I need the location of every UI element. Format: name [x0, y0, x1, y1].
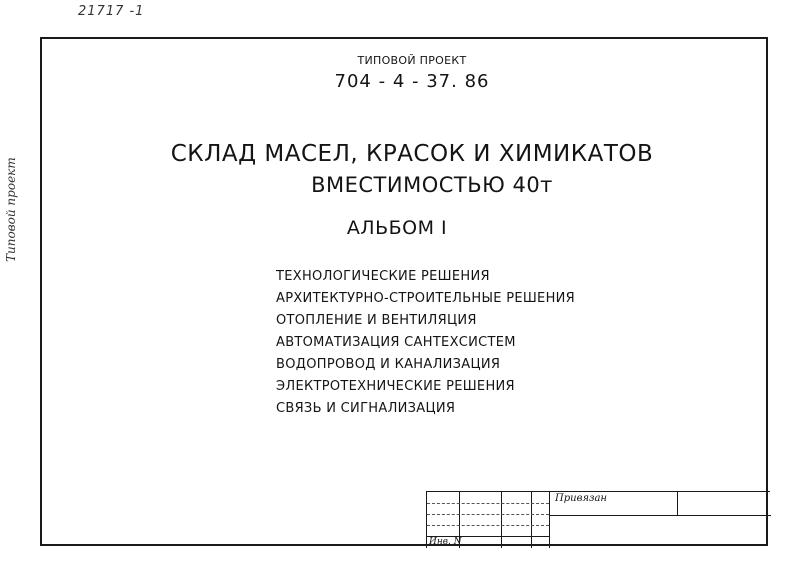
side-note-typical-project: Типовой проект: [4, 157, 18, 262]
stamp-divider: [549, 492, 550, 548]
stamp-divider: [501, 492, 502, 548]
project-type-label: ТИПОВОЙ ПРОЕКТ: [357, 54, 467, 67]
stamp-privyazan-label: Привязан: [555, 493, 608, 504]
section-item: ОТОПЛЕНИЕ И ВЕНТИЛЯЦИЯ: [276, 313, 477, 328]
project-number: 704 - 4 - 37. 86: [334, 71, 490, 92]
title-block-stamp: [426, 491, 770, 548]
stamp-row-line: [549, 515, 771, 516]
section-item: ТЕХНОЛОГИЧЕСКИЕ РЕШЕНИЯ: [276, 269, 490, 284]
section-item: ЭЛЕКТРОТЕХНИЧЕСКИЕ РЕШЕНИЯ: [276, 379, 515, 394]
section-item: АРХИТЕКТУРНО-СТРОИТЕЛЬНЫЕ РЕШЕНИЯ: [276, 291, 576, 306]
stamp-row-line: [427, 503, 549, 504]
section-item: АВТОМАТИЗАЦИЯ САНТЕХСИСТЕМ: [276, 335, 516, 350]
section-item: СВЯЗЬ И СИГНАЛИЗАЦИЯ: [276, 401, 456, 416]
title-line-2: ВМЕСТИМОСТЬЮ 40т: [311, 173, 553, 197]
stamp-row-line: [427, 525, 549, 526]
sections-list: [276, 267, 575, 421]
section-item: ВОДОПРОВОД И КАНАЛИЗАЦИЯ: [276, 357, 501, 372]
archive-number-note: 21717 -1: [78, 4, 145, 19]
stamp-row-line: [427, 514, 549, 515]
stamp-divider: [677, 492, 678, 515]
album-title: АЛЬБОМ I: [346, 217, 448, 239]
stamp-inventory-label: Инв. N: [429, 537, 462, 547]
title-line-1: СКЛАД МАСЕЛ, КРАСОК И ХИМИКАТОВ: [170, 141, 654, 167]
drawing-frame: [40, 37, 768, 546]
stamp-divider: [531, 492, 532, 548]
